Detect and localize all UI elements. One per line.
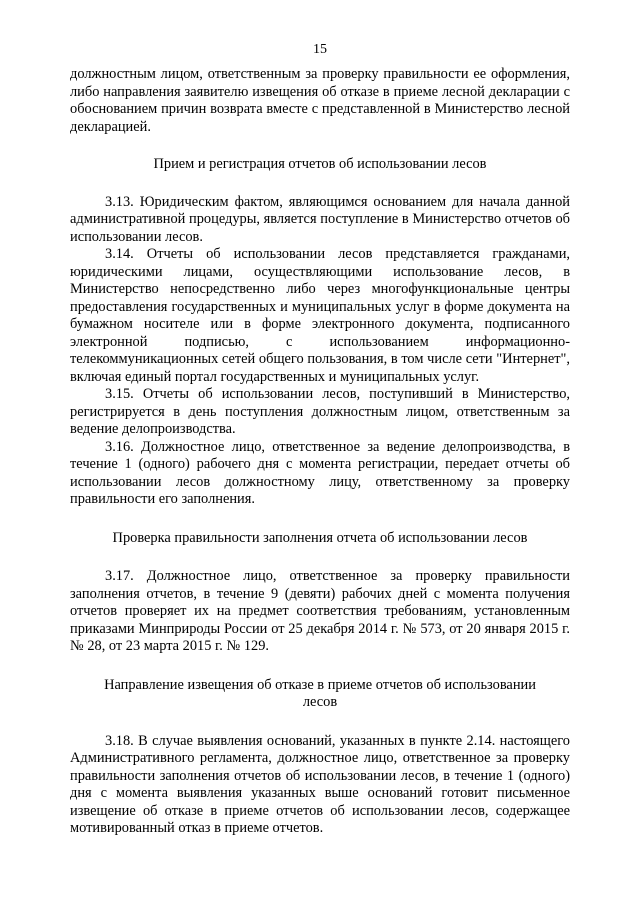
paragraph-3-18: 3.18. В случае выявления оснований, указанных в пункте 2.14. настоящего Административного регламента, должностное лицо, ответственное за проверку правильности заполнения отчетов об использовании лесов, в течение 1 (одного) дня с момента выявления указанных выше оснований готовит письменное извещение об отказе в приеме отчетов об использовании лесов, содержащее мотивированный отказ в приеме отчетов. <box>70 732 570 836</box>
paragraph-3-15: 3.15. Отчеты об использовании лесов, поступивший в Министерство, регистрируется в день поступления должностным лицом, ответственным за ведение делопроизводства. <box>70 386 570 437</box>
section-title-refusal-notice: Направление извещения об отказе в приеме отчетов об использовании лесов <box>104 676 536 710</box>
paragraph-3-13: 3.13. Юридическим фактом, являющимся основанием для начала данной административной процедуры, является поступление в Министерство отчетов об использовании лесов. <box>70 193 570 245</box>
document-body <box>70 66 570 838</box>
paragraph-3-17: 3.17. Должностное лицо, ответственное за проверку правильности заполнения отчетов, в течение 9 (девяти) рабочих дней с момента получения отчетов проверяет их на предмет соответствия требованиям, установленным приказами Минприроды России от 25 декабря 2014 г. № 573, от 20 января 2015 г. № 28, от 23 марта 2015 г. № 129. <box>70 568 570 654</box>
paragraph-intro: должностным лицом, ответственным за проверку правильности ее оформления, либо направления заявителю извещения об отказе в приеме лесной декларации с обоснованием причин возврата вместе с представленной в Министерство лесной декларацией. <box>70 66 570 135</box>
section-title-verification: Проверка правильности заполнения отчета об использовании лесов <box>112 529 528 546</box>
paragraph-3-16: 3.16. Должностное лицо, ответственное за ведение делопроизводства, в течение 1 (одного) рабочего дня с момента регистрации, передает отчеты об использовании лесов должностному лицу, ответственному за проверку правильности его заполнения. <box>70 438 570 507</box>
section-title-reception: Прием и регистрация отчетов об использовании лесов <box>153 156 487 172</box>
paragraph-3-14: 3.14. Отчеты об использовании лесов представляется гражданами, юридическими лицами, осуществляющими использование лесов, в Министерство непосредственно либо через многофункциональные центры предоставления государственных и муниципальных услуг в форме документа на бумажном носителе или в форме электронного документа, подписанного электронной подписью, с использованием информационно-телекоммуникационных сетей общего пользования, в том числе сети "Интернет", включая единый портал государственных и муниципальных услуг. <box>70 246 570 385</box>
page-number: 15 <box>313 42 327 57</box>
